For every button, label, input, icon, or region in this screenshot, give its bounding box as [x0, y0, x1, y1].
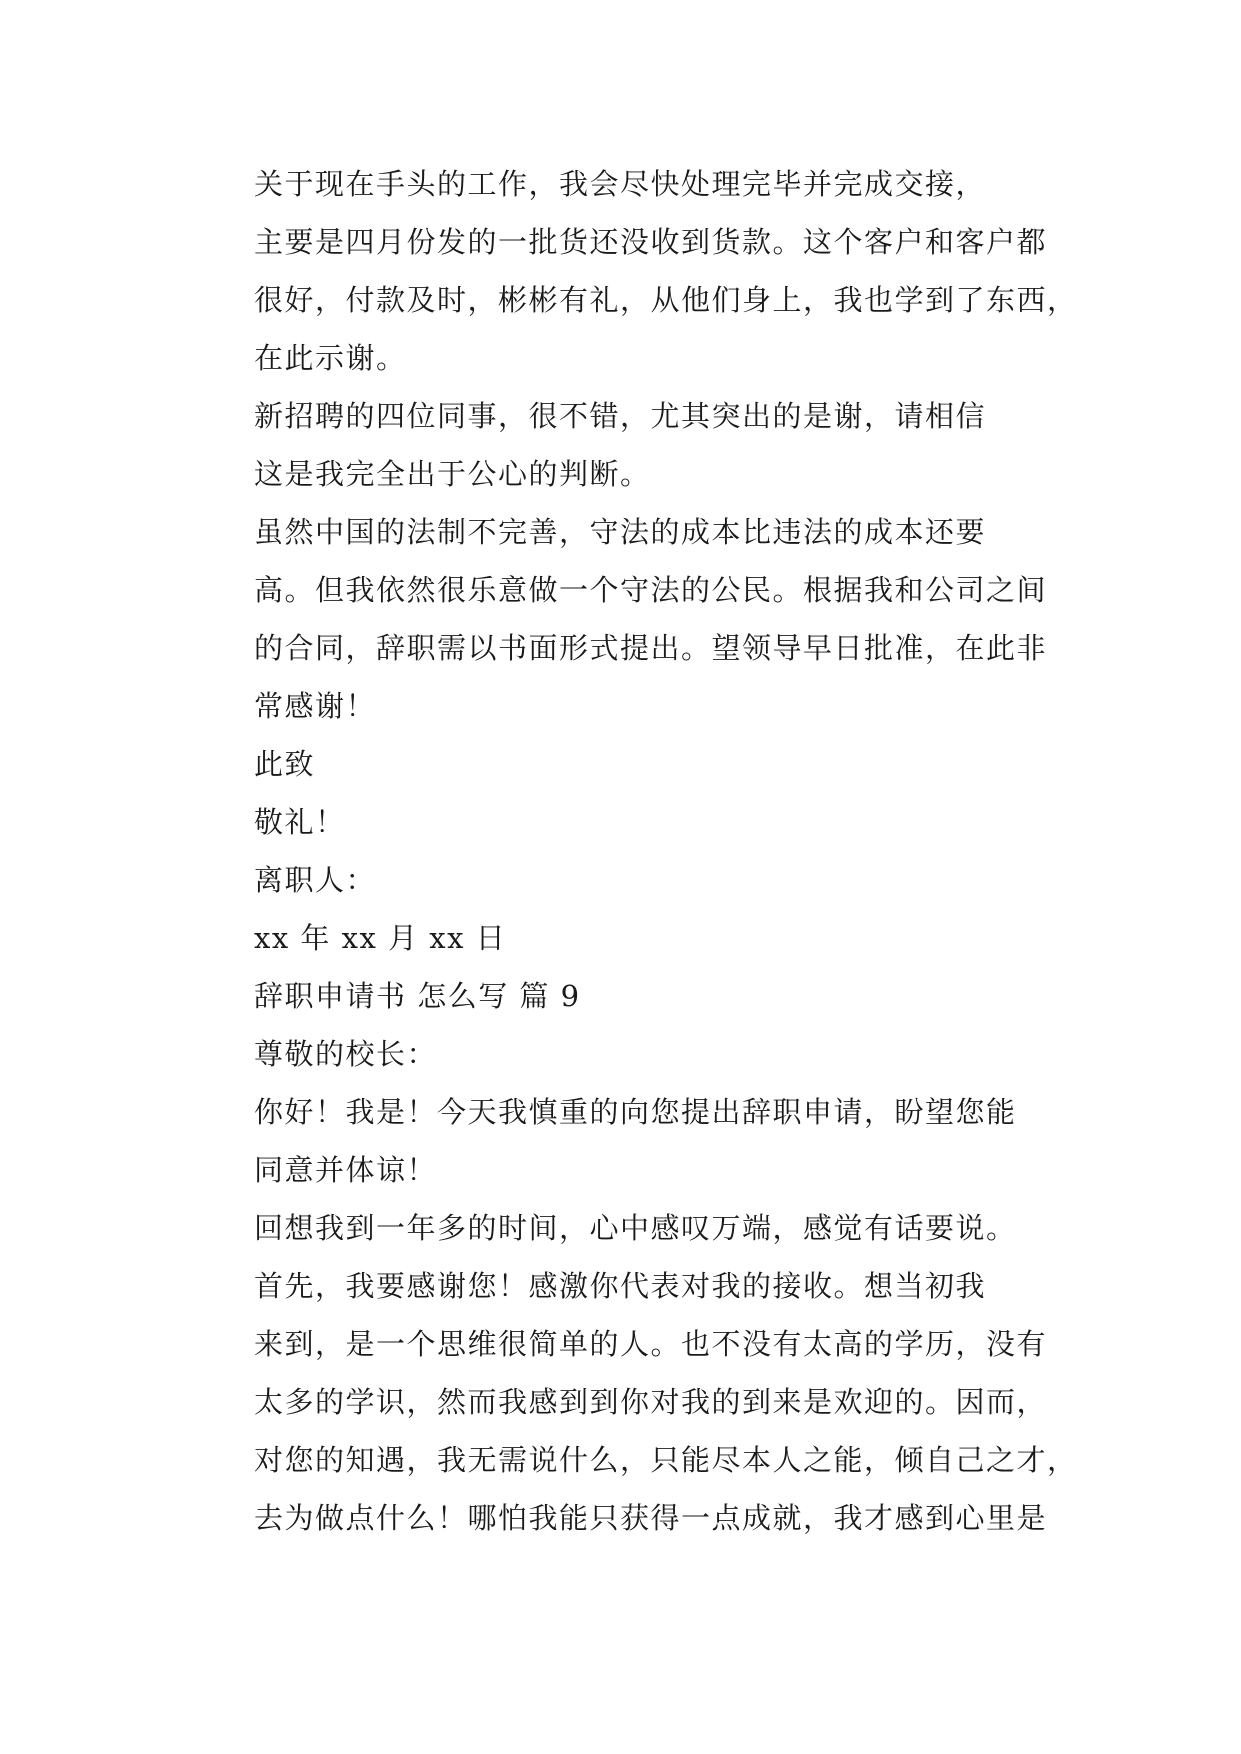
text-line: 的合同，辞职需以书面形式提出。望领导早日批准，在此非: [254, 631, 1048, 665]
date-line: [190, 909, 1062, 967]
text-line: 回想我到一年多的时间，心中感叹万端，感觉有话要说。: [254, 1211, 1017, 1245]
text-line: 敬礼！: [254, 805, 346, 839]
text-line: 去为做点什么！哪怕我能只获得一点成就，我才感到心里是: [254, 1501, 1048, 1535]
text-line: 此致: [254, 747, 316, 781]
text-line: 这是我完全出于公心的判断。: [254, 457, 651, 491]
text-line: 虽然中国的法制不完善，守法的成本比违法的成本还要: [254, 515, 987, 549]
paragraph-law: [190, 503, 1062, 735]
text-line: 主要是四月份发的一批货还没收到货款。这个客户和客户都: [254, 225, 1048, 259]
text-line: 尊敬的校长：: [254, 1037, 438, 1071]
text-line: 新招聘的四位同事，很不错，尤其突出的是谢，请相信: [254, 399, 987, 433]
document-body: [190, 155, 1078, 1547]
text-line: 同意并体谅！: [254, 1153, 438, 1187]
text-line: 辞职申请书 怎么写 篇 9: [254, 979, 581, 1013]
paragraph-intro: [190, 1083, 1062, 1199]
text-line: 关于现在手头的工作，我会尽快处理完毕并完成交接，: [254, 167, 987, 201]
text-line: 太多的学识，然而我感到到你对我的到来是欢迎的。因而，: [254, 1385, 1048, 1419]
text-line: 你好！我是！今天我慎重的向您提出辞职申请，盼望您能: [254, 1095, 1017, 1129]
paragraph-handover: [190, 155, 1078, 387]
text-line: 很好，付款及时，彬彬有礼，从他们身上，我也学到了东西，: [254, 283, 1078, 317]
text-line: 离职人：: [254, 863, 377, 897]
text-line: 对您的知遇，我无需说什么，只能尽本人之能，倾自己之才，: [254, 1443, 1078, 1477]
paragraph-recall: [190, 1199, 1062, 1257]
closing-regards: [190, 793, 1062, 851]
greeting: [190, 1025, 1062, 1083]
text-line: 高。但我依然很乐意做一个守法的公民。根据我和公司之间: [254, 573, 1048, 607]
text-line: 首先，我要感谢您！感激你代表对我的接收。想当初我: [254, 1269, 987, 1303]
text-line: 在此示谢。: [254, 341, 407, 375]
text-line: 常感谢！: [254, 689, 377, 723]
text-line: 来到，是一个思维很简单的人。也不没有太高的学历，没有: [254, 1327, 1048, 1361]
paragraph-thanks: [190, 1257, 1078, 1547]
text-line: xx 年 xx 月 xx 日: [254, 921, 507, 955]
paragraph-new-colleagues: [190, 387, 1062, 503]
signature-label: [190, 851, 1062, 909]
closing-salutation: [190, 735, 1062, 793]
section-heading: [190, 967, 1062, 1025]
